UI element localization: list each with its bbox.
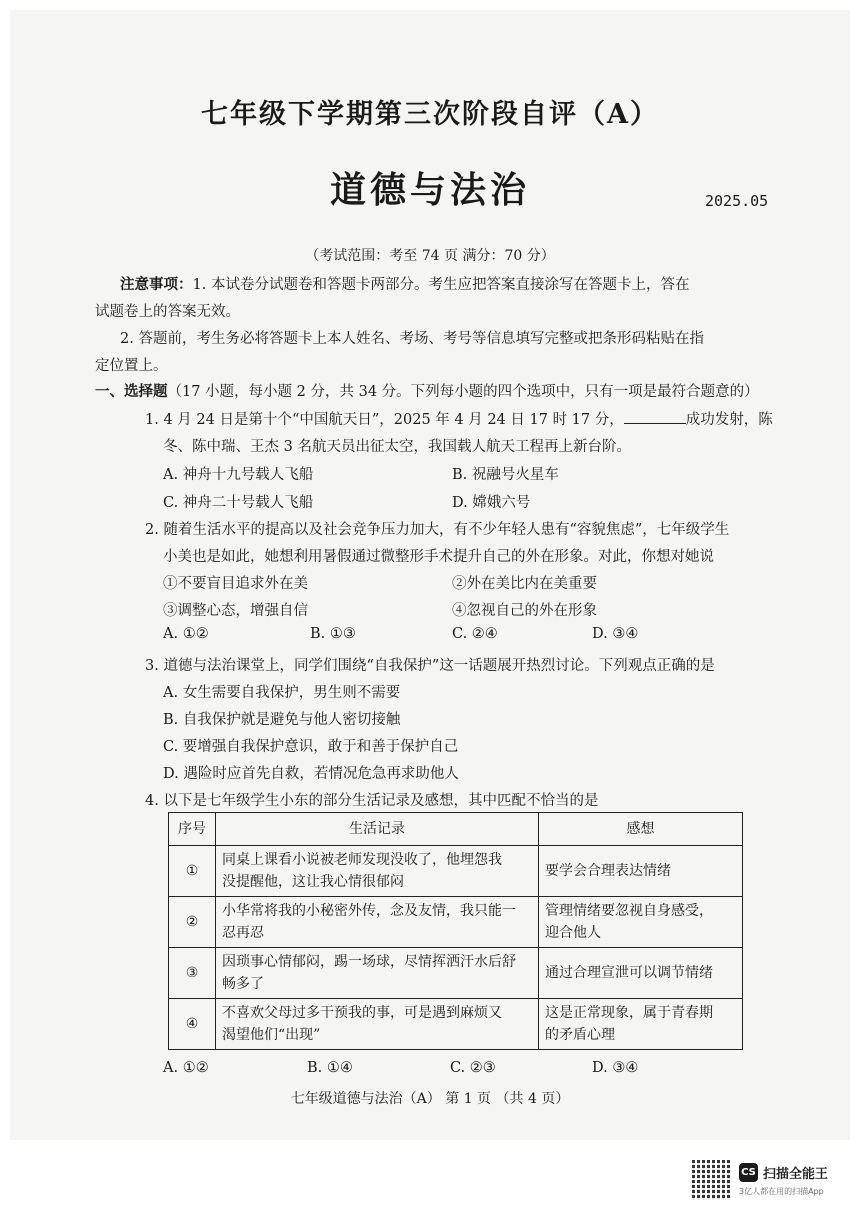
scanner-tagline: 3亿人都在用的扫描App [739,1187,824,1196]
life-record: 同桌上课看小说被老师发现没收了，他埋怨我 没提醒他，这让我心情很郁闷 [216,846,539,897]
row-number: ② [169,897,216,948]
q1-stem-2: 冬、陈中瑞、王杰 3 名航天员出征太空，我国载人航天工程再上新台阶。 [163,439,631,455]
q2-statement-2: ②外在美比内在美重要 [452,576,597,592]
q1-option-a: A. 神舟十九号载人飞船 [163,467,314,483]
q2-option-d: D. ③④ [592,626,639,642]
q4-option-b: B. ①④ [307,1060,353,1076]
q2-option-c: C. ②④ [452,626,498,642]
thought: 管理情绪要忽视自身感受， 迎合他人 [539,897,743,948]
notice-line-2: 2. 答题前，考生务必将答题卡上本人姓名、考场、考号等信息填写完整或把条形码粘贴在指 [120,331,704,347]
life-record: 因琐事心情郁闷，踢一场球，尽情挥洒汗水后舒 畅多了 [216,948,539,999]
column-header: 序号 [169,813,216,846]
q3-option-d: D. 遇险时应首先自救，若情况危急再求助他人 [163,766,459,782]
subject-title: 道德与法治 [329,169,530,211]
record-table [168,812,743,1050]
notice-line-1b: 试题卷上的答案无效。 [95,304,240,320]
qr-code-icon [692,1160,732,1200]
exam-date: 2025.05 [705,192,769,210]
notice-line-2b: 定位置上。 [95,358,168,374]
q4-option-d: D. ③④ [592,1060,639,1076]
q1-option-b: B. 祝融号火星车 [452,467,559,483]
q2-stem-2: 小美也是如此，她想利用暑假通过微整形手术提升自己的外在形象。对此，你想对她说 [163,549,714,565]
notice-label: 注意事项： [120,276,193,293]
table-row [169,897,743,948]
exam-scope: （考试范围：考至 74 页 满分：70 分） [305,248,555,264]
scanner-watermark [692,1160,852,1204]
q2-statement-1: ①不要盲目追求外在美 [163,576,308,592]
q1-stem: 1. 4 月 24 日是第十个“中国航天日”，2025 年 4 月 24 日 17 时 17 分， 成功发射，陈 [145,412,773,428]
table-row [169,846,743,897]
exam-title: 七年级下学期第三次阶段自评（A） [201,99,659,130]
answer-blank [624,411,686,424]
q2-statement-4: ④忽视自己的外在形象 [452,603,597,619]
notice-line-1: 注意事项：1. 本试卷分试题卷和答题卡两部分。考生应把答案直接涂写在答题卡上，答在 [120,276,690,293]
table-row [169,948,743,999]
column-header: 生活记录 [216,813,539,846]
q4-option-c: C. ②③ [450,1060,496,1076]
camscanner-logo: CS [739,1163,758,1182]
q3-option-a: A. 女生需要自我保护，男生则不需要 [163,685,401,701]
q1-option-c: C. 神舟二十号载人飞船 [163,495,314,511]
table-row [169,999,743,1050]
q2-option-a: A. ①② [163,626,209,642]
q3-option-c: C. 要增强自我保护意识，敢于和善于保护自己 [163,739,459,755]
row-number: ③ [169,948,216,999]
life-record: 不喜欢父母过多干预我的事，可是遇到麻烦又 渴望他们“出现” [216,999,539,1050]
thought: 通过合理宣泄可以调节情绪 [539,948,743,999]
page-footer: 七年级道德与法治（A） 第 1 页 （共 4 页） [290,1091,570,1107]
scanner-brand: 扫描全能王 [763,1167,829,1182]
column-header: 感想 [539,813,743,846]
q2-option-b: B. ①③ [310,626,356,642]
row-number: ① [169,846,216,897]
life-record: 小华常将我的小秘密外传，念及友情，我只能一 忍再忍 [216,897,539,948]
q2-statement-3: ③调整心态，增强自信 [163,603,308,619]
q3-option-b: B. 自我保护就是避免与他人密切接触 [163,712,401,728]
q4-stem: 4. 以下是七年级学生小东的部分生活记录及感想，其中匹配不恰当的是 [145,793,599,809]
thought: 这是正常现象，属于青春期 的矛盾心理 [539,999,743,1050]
q2-stem: 2. 随着生活水平的提高以及社会竞争压力加大，有不少年轻人患有“容貌焦虑”，七年级学生 [145,522,730,538]
section-heading: 一、选择题（17 小题，每小题 2 分，共 34 分。下列每小题的四个选项中，只有一项是最符合题意的） [95,383,759,400]
q1-option-d: D. 嫦娥六号 [452,495,531,511]
thought: 要学会合理表达情绪 [539,846,743,897]
q3-stem: 3. 道德与法治课堂上，同学们围绕“自我保护”这一话题展开热烈讨论。下列观点正确的是 [145,658,715,674]
row-number: ④ [169,999,216,1050]
q4-option-a: A. ①② [163,1060,209,1076]
table-header-row [169,813,743,846]
